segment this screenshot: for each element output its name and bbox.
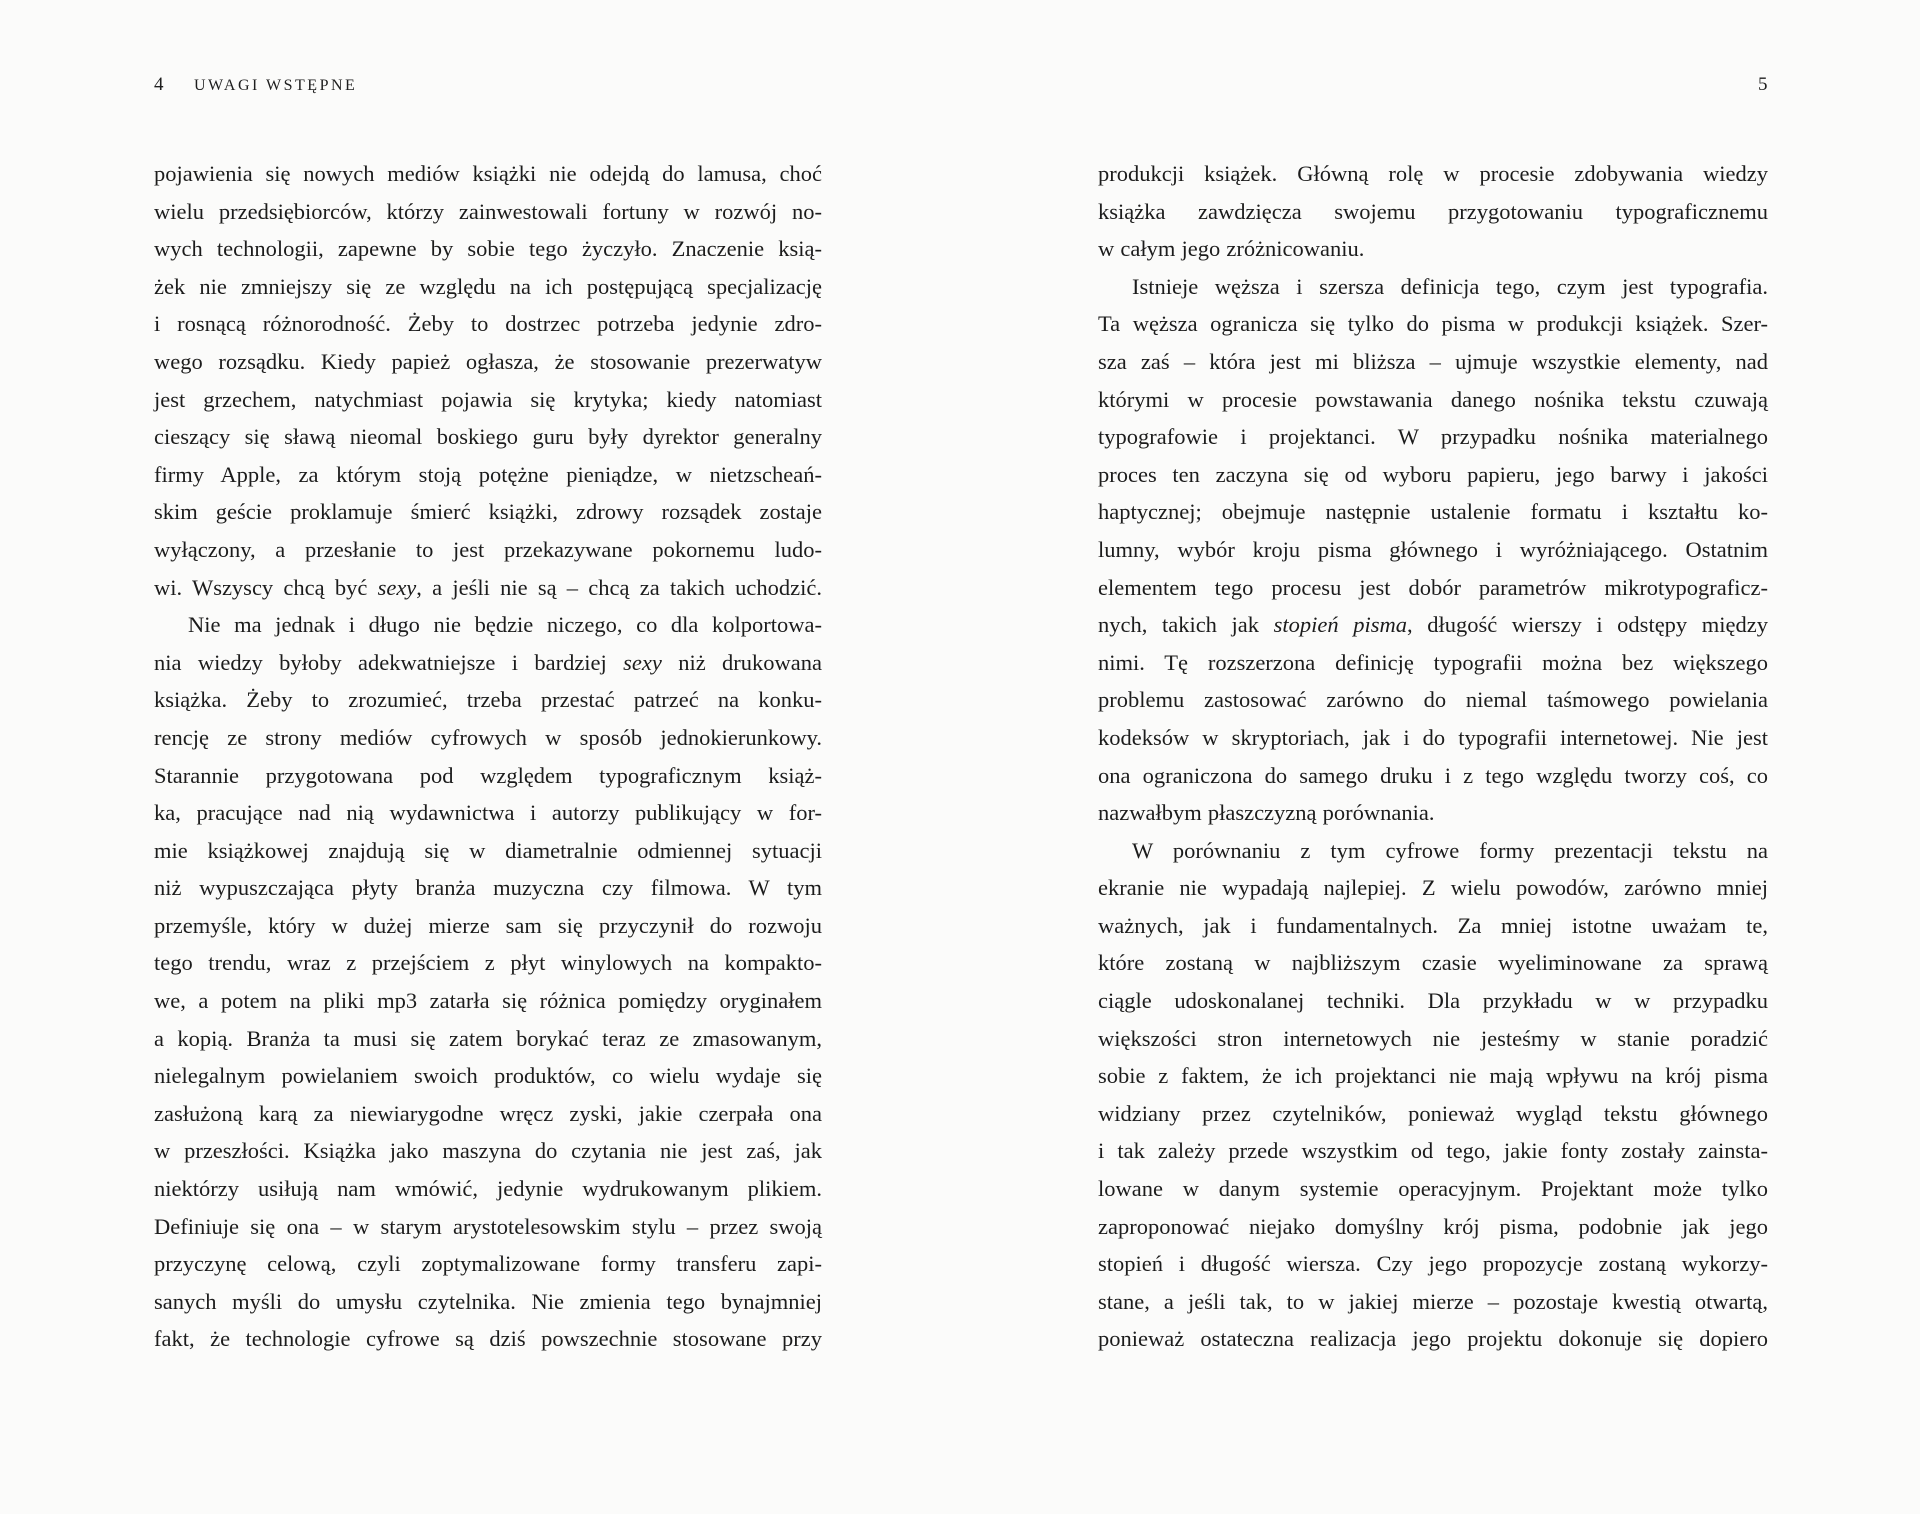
text-line: ona ograniczona do samego druku i z tego względu tworzy coś, co [1098, 762, 1768, 788]
running-header-right [1098, 74, 1768, 100]
text-line: i rosnącą różnorodność. Żeby to dostrzec potrzeba jedynie zdro- [154, 311, 822, 337]
text-line: i tak zależy przede wszystkim od tego, jakie fonty zostały zainsta- [1098, 1138, 1768, 1164]
text-line: ka, pracujące nad nią wydawnictwa i autorzy publikujący w for- [154, 800, 822, 826]
text-line: sza zaś – która jest mi bliższa – ujmuje wszystkie elementy, nad [1098, 348, 1768, 374]
text-line: zasłużoną karą za niewiarygodne wręcz zyski, jakie czerpała ona [154, 1100, 822, 1126]
text-line: Starannie przygotowana pod względem typograficznym książ- [154, 762, 822, 788]
text-line: fakt, że technologie cyfrowe są dziś powszechnie stosowane przy [154, 1326, 822, 1352]
text-line: lowane w danym systemie operacyjnym. Projektant może tylko [1098, 1176, 1768, 1202]
text-line: wyłączony, a przesłanie to jest przekazywane pokornemu ludo- [154, 536, 822, 562]
text-line: widziany przez czytelników, ponieważ wygląd tekstu głównego [1098, 1100, 1768, 1126]
text-line: we, a potem na pliki mp3 zatarła się różnica pomiędzy oryginałem [154, 988, 822, 1014]
text-line: tego trendu, wraz z przejściem z płyt winylowych na kompakto- [154, 950, 822, 976]
text-line: nazwałbym płaszczyzną porównania. [1098, 800, 1435, 826]
text-line: Nie ma jednak i długo nie będzie niczego, co dla kolportowa- [188, 612, 822, 638]
text-line: większości stron internetowych nie jesteśmy w stanie poradzić [1098, 1025, 1768, 1051]
text-line: Istnieje węższa i szersza definicja tego, czym jest typografia. [1132, 273, 1768, 299]
text-line: niż wypuszczająca płyty branża muzyczna czy filmowa. W tym [154, 875, 822, 901]
text-line: sobie z faktem, że ich projektanci nie mają wpływu na krój pisma [1098, 1063, 1768, 1089]
text-line: wi. Wszyscy chcą być sexy, a jeśli nie są – chcą za takich uchodzić. [154, 574, 822, 600]
text-line: ciągle udoskonalanej techniki. Dla przykładu w w przypadku [1098, 988, 1768, 1014]
text-line: mie książkowej znajdują się w diametralnie odmiennej sytuacji [154, 837, 822, 863]
text-line: przemyśle, który w dużej mierze sam się przyczynił do rozwoju [154, 912, 822, 938]
text-line: wego rozsądku. Kiedy papież ogłasza, że stosowanie prezerwatyw [154, 348, 822, 374]
text-line: wych technologii, zapewne by sobie tego życzyło. Znaczenie ksią- [154, 236, 822, 262]
text-line: zaproponować niejako domyślny krój pisma, podobnie jak jego [1098, 1213, 1768, 1239]
text-line: typografowie i projektanci. W przypadku nośnika materialnego [1098, 424, 1768, 450]
text-line: żek nie zmniejszy się ze względu na ich postępującą specjalizację [154, 273, 822, 299]
text-line: nych, takich jak stopień pisma, długość wierszy i odstępy między [1098, 612, 1768, 638]
text-line: problemu zastosować zarówno do niemal taśmowego powielania [1098, 687, 1768, 713]
text-line: w przeszłości. Książka jako maszyna do czytania nie jest zaś, jak [154, 1138, 822, 1164]
text-line: książka zawdzięcza swojemu przygotowaniu typograficznemu [1098, 198, 1768, 224]
text-line: a kopią. Branża ta musi się zatem borykać teraz ze zmasowanym, [154, 1025, 822, 1051]
text-line: wielu przedsiębiorców, którzy zainwestowali fortuny w rozwój no- [154, 198, 822, 224]
text-line: elementem tego procesu jest dobór parametrów mikrotypograficz- [1098, 574, 1768, 600]
page-number-right: 5 [1758, 74, 1768, 95]
text-line: nielegalnym powielaniem swoich produktów, co wielu wydaje się [154, 1063, 822, 1089]
right-page-text [1098, 155, 1768, 1358]
text-line: którymi w procesie powstawania danego nośnika tekstu czuwają [1098, 386, 1768, 412]
text-line: ważnych, jak i fundamentalnych. Za mniej istotne uważam te, [1098, 912, 1768, 938]
text-line: książka. Żeby to zrozumieć, trzeba przestać patrzeć na konku- [154, 687, 822, 713]
text-line: haptycznej; obejmuje następnie ustalenie formatu i kształtu ko- [1098, 499, 1768, 525]
text-line: skim geście proklamuje śmierć książki, zdrowy rozsądek zostaje [154, 499, 822, 525]
running-header-left [154, 74, 822, 100]
text-line: rencję ze strony mediów cyfrowych w sposób jednokierunkowy. [154, 724, 822, 750]
text-line: pojawienia się nowych mediów książki nie odejdą do lamusa, choć [154, 161, 822, 186]
text-line: produkcji książek. Główną rolę w procesie zdobywania wiedzy [1098, 161, 1768, 186]
text-line: lumny, wybór kroju pisma głównego i wyróżniającego. Ostatnim [1098, 536, 1768, 562]
text-line: nia wiedzy byłoby adekwatniejsze i bardziej sexy niż drukowana [154, 649, 822, 675]
text-line: sanych myśli do umysłu czytelnika. Nie zmienia tego bynajmniej [154, 1288, 822, 1314]
text-line: które zostaną w najbliższym czasie wyeliminowane za sprawą [1098, 950, 1768, 976]
text-line: w całym jego zróżnicowaniu. [1098, 236, 1365, 262]
text-line: niektórzy usiłują nam wmówić, jedynie wydrukowanym plikiem. [154, 1176, 822, 1202]
text-line: cieszący się sławą nieomal boskiego guru były dyrektor generalny [154, 424, 822, 450]
running-title: UWAGI WSTĘPNE [194, 77, 358, 94]
text-line: ponieważ ostateczna realizacja jego projektu dokonuje się dopiero [1098, 1326, 1768, 1352]
left-page-text [154, 155, 822, 1358]
text-line: stopień i długość wiersza. Czy jego propozycje zostaną wykorzy- [1098, 1251, 1768, 1277]
text-line: proces ten zaczyna się od wyboru papieru, jego barwy i jakości [1098, 461, 1768, 487]
text-line: stane, a jeśli tak, to w jakiej mierze – pozostaje kwestią otwartą, [1098, 1288, 1768, 1314]
page-number-left: 4 [154, 74, 164, 95]
text-line: Definiuje się ona – w starym arystotelesowskim stylu – przez swoją [154, 1213, 822, 1239]
text-line: kodeksów w skryptoriach, jak i do typografii internetowej. Nie jest [1098, 724, 1768, 750]
text-line: ekranie nie wypadają najlepiej. Z wielu powodów, zarówno mniej [1098, 875, 1768, 901]
text-line: jest grzechem, natychmiast pojawia się krytyka; kiedy natomiast [154, 386, 822, 412]
text-line: firmy Apple, za którym stoją potężne pieniądze, w nietzscheań- [154, 461, 822, 487]
text-line: przyczynę celową, czyli zoptymalizowane formy transferu zapi- [154, 1251, 822, 1277]
text-line: Ta węższa ogranicza się tylko do pisma w produkcji książek. Szer- [1098, 311, 1768, 337]
text-line: nimi. Tę rozszerzona definicję typografii można bez większego [1098, 649, 1768, 675]
text-line: W porównaniu z tym cyfrowe formy prezentacji tekstu na [1132, 837, 1768, 863]
